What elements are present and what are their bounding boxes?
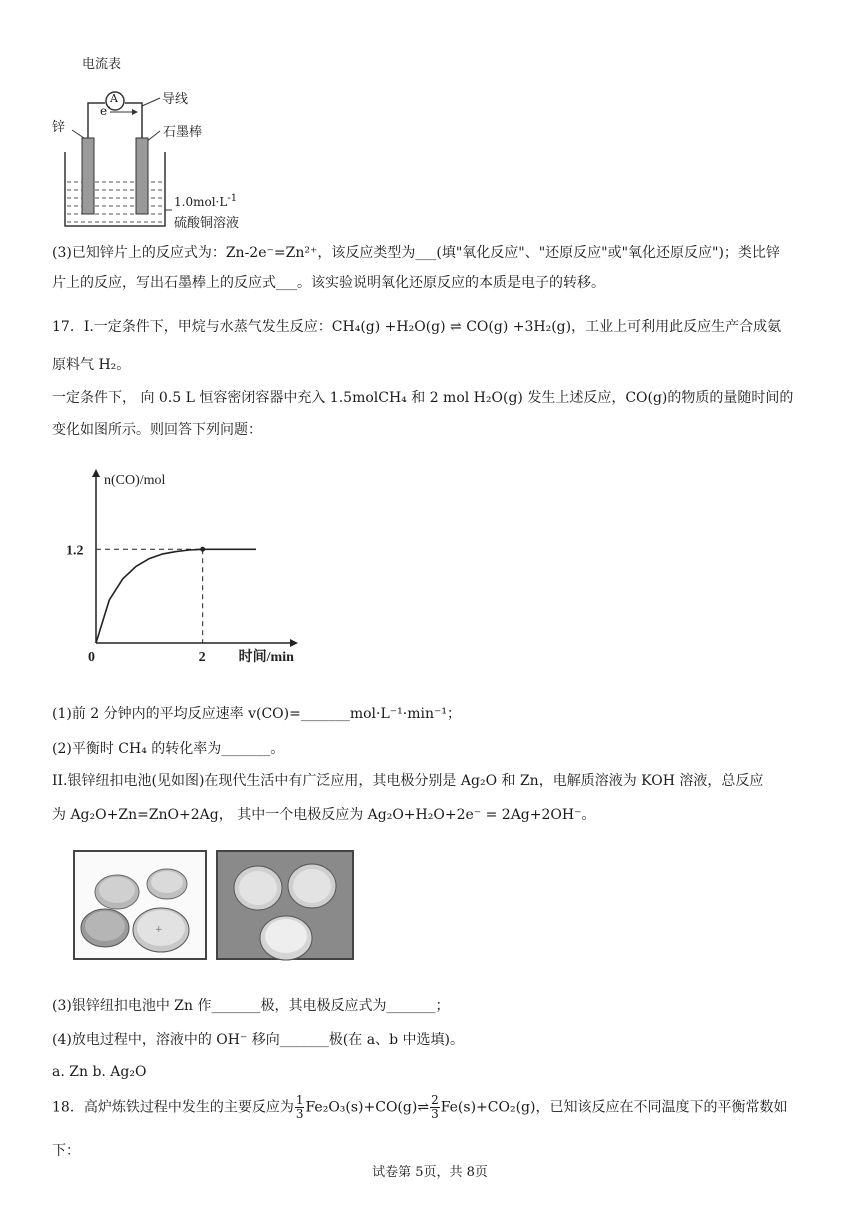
q18-line1: 18．高炉炼铁过程中发生的主要反应为 $\frac{1}{3}$ Fe₂O₃(s)+CO(g)⇌ $\frac{2}{3}$ Fe(s)+CO₂(g)，已知该反应在不同温度下的平衡常数如 [52, 1093, 788, 1121]
x-axis-label: 时间/min [238, 650, 294, 665]
solution-name: 硫酸铜溶液 [174, 216, 240, 231]
q17-stem-line2: 原料气 H₂。 [52, 357, 131, 373]
x-axis-arrow [290, 639, 298, 647]
q17-question1: (1)前 2 分钟内的平均反应速率 v(CO)=_______mol·L⁻¹·min⁻¹； [52, 706, 461, 722]
q17-stem-line4: 变化如图所示。则回答下列问题： [52, 422, 262, 438]
fraction-two-thirds: $\frac{2}{3}$ [431, 1093, 439, 1121]
q17-question3: (3)银锌纽扣电池中 Zn 作_______极，其电极反应式为_______； [52, 998, 450, 1014]
button-cell-photo-2 [216, 850, 354, 960]
y-axis-label: n(CO)/mol [104, 473, 166, 488]
q16-part3-line2: 片上的反应，写出石墨棒上的反应式___。该实验说明氧化还原反应的本质是电子的转移。 [52, 275, 605, 291]
equilibrium-point [200, 547, 205, 552]
ammeter-symbol: A [110, 92, 118, 105]
y-tick-label: 1.2 [66, 543, 84, 559]
button-cell-photo-1 [73, 850, 207, 960]
svg-text:+: + [155, 925, 163, 935]
galvanic-cell-diagram [50, 50, 290, 235]
fraction-one-third: $\frac{1}{3}$ [295, 1093, 304, 1121]
zinc-label: 锌 [52, 120, 66, 135]
x-tick-label: 0 [88, 650, 95, 665]
q18-line2: 下： [52, 1143, 80, 1159]
q17-part2-line1: II.银锌纽扣电池(见如图)在现代生活中有广泛应用，其电极分别是 Ag₂O 和 Zn，电解质溶液为 KOH 溶液，总反应 [52, 773, 764, 789]
electron-label: e- [100, 102, 111, 118]
x-tick-label: 2 [198, 650, 206, 665]
co-amount-chart [66, 465, 310, 675]
wire-label: 导线 [162, 92, 189, 107]
q17-stem-line1: 17．I.一定条件下，甲烷与水蒸气发生反应：CH₄(g) +H₂O(g) ⇌ CO(g) +3H₂(g)，工业上可利用此反应生产合成氨 [52, 319, 782, 335]
co-curve [96, 549, 256, 643]
y-axis-arrow [92, 469, 100, 477]
q16-part3-line1: (3)已知锌片上的反应式为：Zn-2e⁻=Zn²⁺，该反应类型为___(填"氧化反应"、"还原反应"或"氧化还原反应")；类比锌 [52, 245, 780, 261]
ammeter-label: 电流表 [82, 57, 122, 72]
q17-stem-line3: 一定条件下， 向 0.5 L 恒容密闭容器中充入 1.5molCH₄ 和 2 mol H₂O(g) 发生上述反应，CO(g)的物质的量随时间的 [52, 390, 794, 406]
solution-concentration: $1.0mol\cdot L^{-1}$ [174, 193, 238, 209]
q17-question4: (4)放电过程中，溶液中的 OH⁻ 移向_______极(在 a、b 中选填)。 [52, 1032, 464, 1048]
q17-options: a. Zn b. Ag₂O [52, 1064, 147, 1080]
q17-question2: (2)平衡时 CH₄ 的转化率为_______。 [52, 741, 285, 757]
q17-part2-line2: 为 Ag₂O+Zn=ZnO+2Ag， 其中一个电极反应为 Ag₂O+H₂O+2e⁻ = 2Ag+2OH⁻。 [52, 807, 596, 823]
page-footer: 试卷第 5页，共 8页 [372, 1165, 488, 1180]
graphite-label: 石墨棒 [163, 125, 203, 140]
